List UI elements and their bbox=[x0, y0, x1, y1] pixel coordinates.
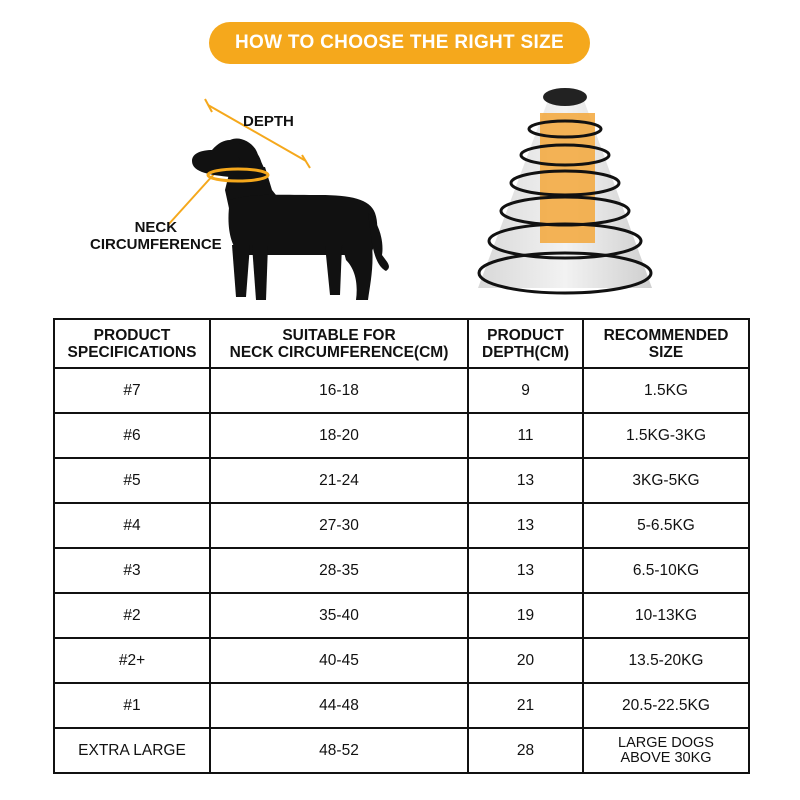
cell-spec: EXTRA LARGE bbox=[54, 728, 210, 773]
table-row bbox=[54, 458, 749, 503]
cell-depth: 13 bbox=[468, 458, 583, 503]
cell-depth: 28 bbox=[468, 728, 583, 773]
neck-circumference-label bbox=[90, 219, 222, 253]
cell-neck: 27-30 bbox=[210, 503, 468, 548]
header-recommended-size: RECOMMENDED SIZE bbox=[583, 319, 749, 368]
header-product-specifications: PRODUCT SPECIFICATIONS bbox=[54, 319, 210, 368]
cell-size: 3KG-5KG bbox=[583, 458, 749, 503]
cell-neck: 48-52 bbox=[210, 728, 468, 773]
cell-neck: 28-35 bbox=[210, 548, 468, 593]
table-row bbox=[54, 548, 749, 593]
cell-neck: 44-48 bbox=[210, 683, 468, 728]
cell-neck: 16-18 bbox=[210, 368, 468, 413]
table-row bbox=[54, 638, 749, 683]
cell-spec: #2+ bbox=[54, 638, 210, 683]
cone-collar-product-image bbox=[462, 83, 668, 303]
cell-spec: #1 bbox=[54, 683, 210, 728]
dog-silhouette-icon bbox=[80, 95, 400, 320]
cell-depth: 13 bbox=[468, 548, 583, 593]
cell-size: 6.5-10KG bbox=[583, 548, 749, 593]
cell-neck: 18-20 bbox=[210, 413, 468, 458]
table-row bbox=[54, 503, 749, 548]
neck-label-line2: CIRCUMFERENCE bbox=[90, 236, 222, 253]
cell-neck: 35-40 bbox=[210, 593, 468, 638]
cell-depth: 20 bbox=[468, 638, 583, 683]
cell-size: LARGE DOGS ABOVE 30KG bbox=[583, 728, 749, 773]
table-row bbox=[54, 728, 749, 773]
cell-size: 13.5-20KG bbox=[583, 638, 749, 683]
cell-neck: 40-45 bbox=[210, 638, 468, 683]
cell-depth: 21 bbox=[468, 683, 583, 728]
cell-neck: 21-24 bbox=[210, 458, 468, 503]
cell-spec: #6 bbox=[54, 413, 210, 458]
cell-depth: 9 bbox=[468, 368, 583, 413]
cell-spec: #3 bbox=[54, 548, 210, 593]
cone-collar-icon bbox=[462, 83, 668, 303]
header-product-depth: PRODUCT DEPTH(CM) bbox=[468, 319, 583, 368]
dog-measurement-illustration bbox=[80, 95, 400, 320]
header-neck-circumference: SUITABLE FOR NECK CIRCUMFERENCE(CM) bbox=[210, 319, 468, 368]
table-row bbox=[54, 368, 749, 413]
cell-size: 1.5KG-3KG bbox=[583, 413, 749, 458]
neck-label-line1: NECK bbox=[134, 219, 178, 236]
cell-depth: 13 bbox=[468, 503, 583, 548]
cell-spec: #5 bbox=[54, 458, 210, 503]
table-header-row bbox=[54, 319, 749, 368]
banner-title: HOW TO CHOOSE THE RIGHT SIZE bbox=[235, 32, 564, 53]
cell-spec: #2 bbox=[54, 593, 210, 638]
size-guide-banner bbox=[209, 22, 590, 64]
table-row bbox=[54, 593, 749, 638]
size-table bbox=[53, 318, 750, 774]
cell-size: 20.5-22.5KG bbox=[583, 683, 749, 728]
cell-size: 10-13KG bbox=[583, 593, 749, 638]
cell-depth: 11 bbox=[468, 413, 583, 458]
depth-label: DEPTH bbox=[243, 113, 294, 130]
table-row bbox=[54, 683, 749, 728]
cell-spec: #7 bbox=[54, 368, 210, 413]
cell-size: 5-6.5KG bbox=[583, 503, 749, 548]
cell-depth: 19 bbox=[468, 593, 583, 638]
cell-spec: #4 bbox=[54, 503, 210, 548]
cell-size: 1.5KG bbox=[583, 368, 749, 413]
table-row bbox=[54, 413, 749, 458]
